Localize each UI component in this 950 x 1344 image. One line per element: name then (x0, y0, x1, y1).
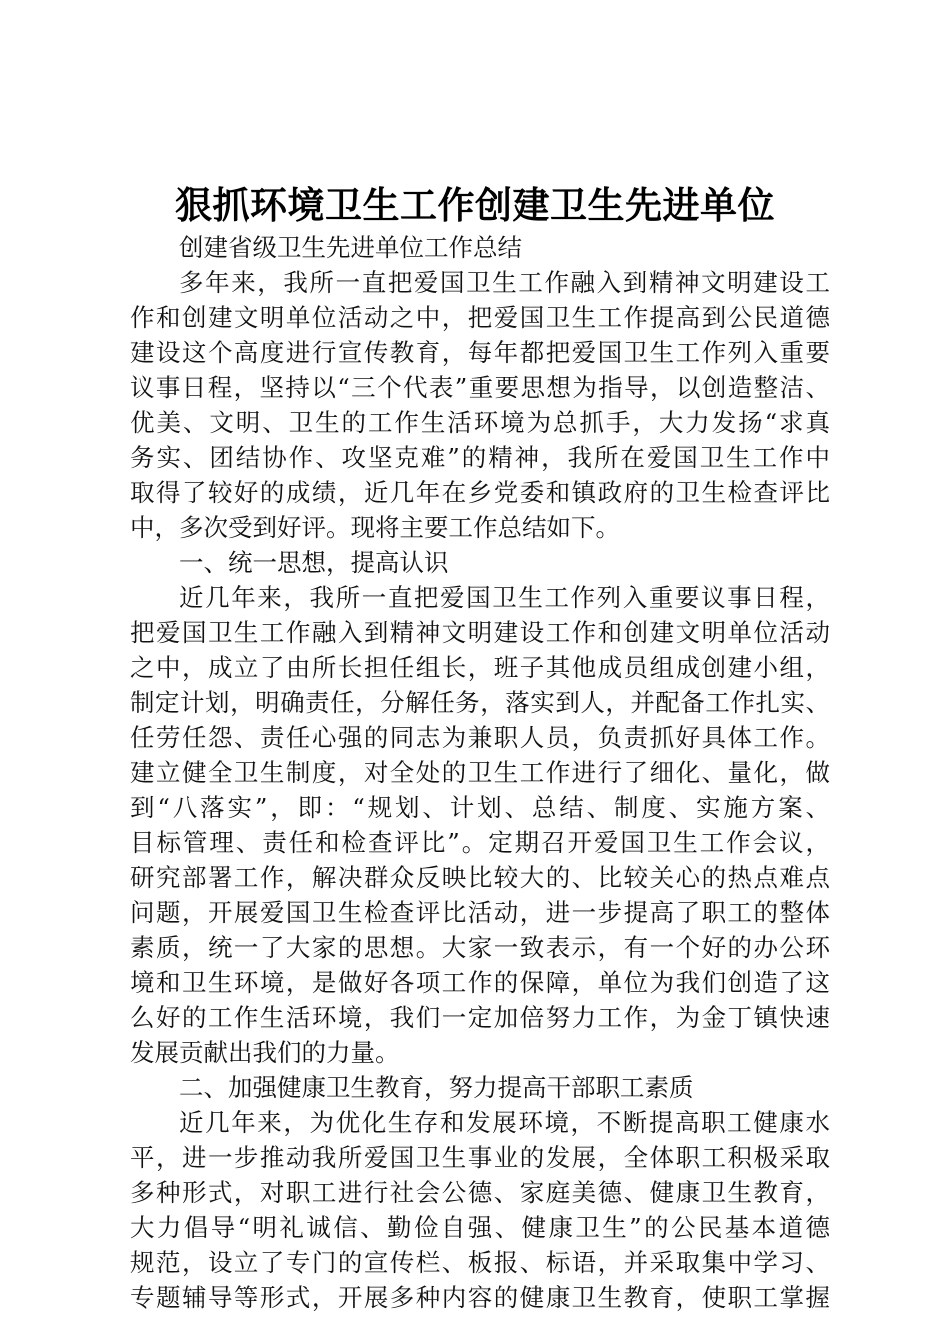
text-line: 取得了较好的成绩，近几年在乡党委和镇政府的卫生检查评比 (130, 478, 830, 507)
text-line: 务实、团结协作、攻坚克难”的精神，我所在爱国卫生工作中 (130, 443, 830, 472)
text-line: 素质，统一了大家的思想。大家一致表示，有一个好的办公环 (130, 933, 830, 962)
text-line: 二、加强健康卫生教育，努力提高干部职工素质 (179, 1073, 694, 1102)
text-line: 多年来，我所一直把爱国卫生工作融入到精神文明建设工 (179, 268, 830, 297)
text-line: 建立健全卫生制度，对全处的卫生工作进行了细化、量化，做 (130, 758, 830, 787)
text-line: 到“八落实”，即：“规划、计划、总结、制度、实施方案、 (130, 793, 830, 822)
text-line: 建设这个高度进行宣传教育，每年都把爱国卫生工作列入重要 (130, 338, 830, 367)
text-line: 目标管理、责任和检查评比”。定期召开爱国卫生工作会议， (130, 828, 830, 857)
text-line: 中，多次受到好评。现将主要工作总结如下。 (130, 513, 620, 542)
document-body (130, 230, 830, 1315)
text-line: 近几年来，我所一直把爱国卫生工作列入重要议事日程， (179, 583, 830, 612)
text-line: 作和创建文明单位活动之中，把爱国卫生工作提高到公民道德 (130, 303, 830, 332)
text-line: 大力倡导“明礼诚信、勤俭自强、健康卫生”的公民基本道德 (130, 1213, 830, 1242)
text-line: 把爱国卫生工作融入到精神文明建设工作和创建文明单位活动 (130, 618, 830, 647)
text-line: 任劳任怨、责任心强的同志为兼职人员，负责抓好具体工作。 (130, 723, 830, 752)
text-line: 研究部署工作，解决群众反映比较大的、比较关心的热点难点 (130, 863, 830, 892)
text-line: 境和卫生环境，是做好各项工作的保障，单位为我们创造了这 (130, 968, 830, 997)
text-line: 专题辅导等形式，开展多种内容的健康卫生教育，使职工掌握 (130, 1283, 830, 1312)
text-line: 发展贡献出我们的力量。 (130, 1038, 400, 1067)
text-line: 一、统一思想，提高认识 (179, 548, 449, 577)
text-line: 议事日程，坚持以“三个代表”重要思想为指导，以创造整洁、 (130, 373, 830, 402)
text-line: 平，进一步推动我所爱国卫生事业的发展，全体职工积极采取 (130, 1143, 830, 1172)
text-line: 制定计划，明确责任，分解任务，落实到人，并配备工作扎实、 (130, 688, 830, 717)
text-line: 优美、文明、卫生的工作生活环境为总抓手，大力发扬“求真 (130, 408, 830, 437)
text-line: 之中，成立了由所长担任组长，班子其他成员组成创建小组， (130, 653, 830, 682)
text-line: 近几年来，为优化生存和发展环境，不断提高职工健康水 (179, 1108, 830, 1137)
document-title: 狠抓环境卫生工作创建卫生先进单位 (175, 184, 775, 227)
text-line: 规范，设立了专门的宣传栏、板报、标语，并采取集中学习、 (130, 1248, 830, 1277)
text-line: 多种形式，对职工进行社会公德、家庭美德、健康卫生教育， (130, 1178, 830, 1207)
text-line: 么好的工作生活环境，我们一定加倍努力工作，为金丁镇快速 (130, 1003, 830, 1032)
text-line: 问题，开展爱国卫生检查评比活动，进一步提高了职工的整体 (130, 898, 830, 927)
text-line: 创建省级卫生先进单位工作总结 (179, 233, 522, 262)
